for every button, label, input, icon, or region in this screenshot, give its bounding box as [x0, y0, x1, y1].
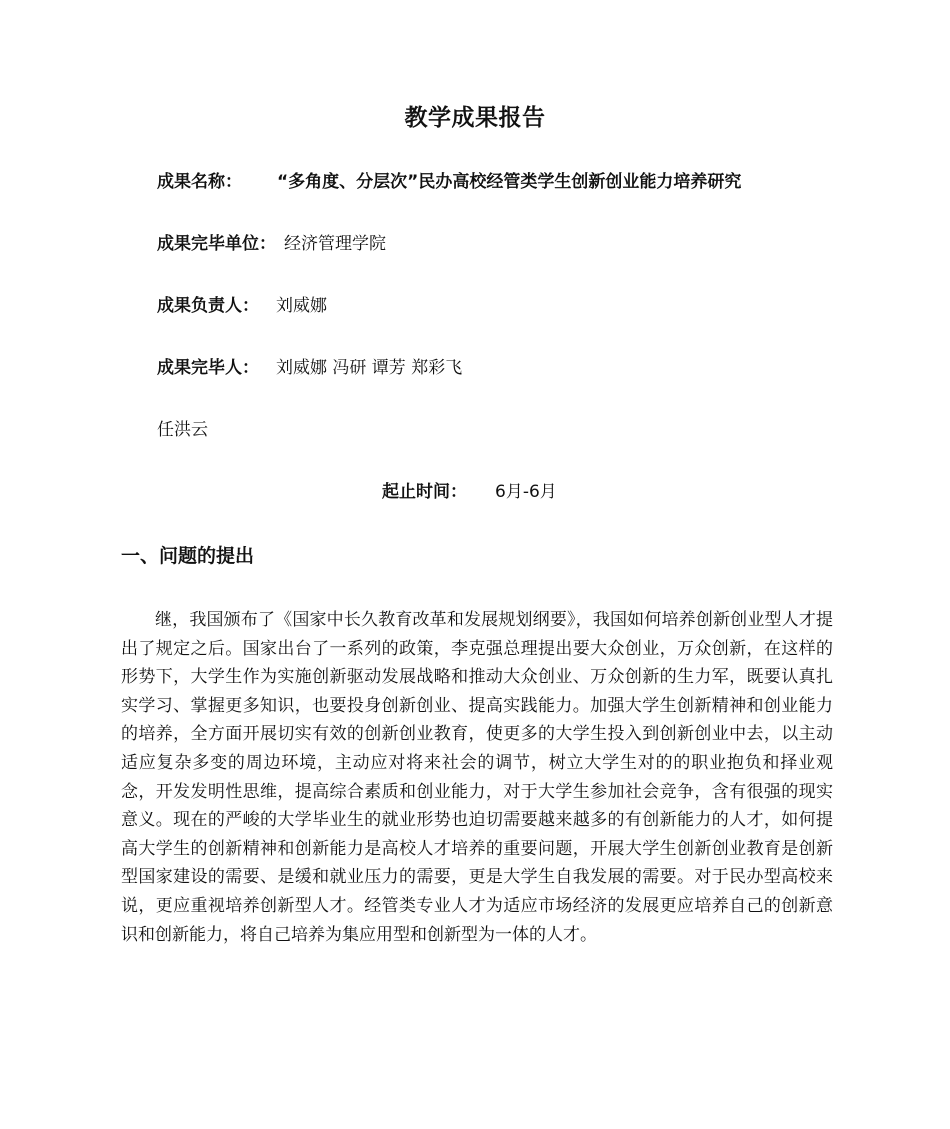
- period-field: [382, 480, 557, 504]
- completion-unit-label: 成果完毕单位：: [157, 234, 276, 254]
- achievement-name-field: [157, 170, 741, 194]
- body-paragraph: 继，我国颁布了《国家中长久教育改革和发展规划纲要》，我国如何培养创新创业型人才提出了规定之后。国家出台了一系列的政策，李克强总理提出要大众创业，万众创新，在这样的形势下，大学生作为实施创新驱动发展战略和推动大众创业、万众创新的生力军，既要认真扎实学习、掌握更多知识，也要投身创新创业、提高实践能力。加强大学生创新精神和创业能力的培养，全方面开展切实有效的创新创业教育，使更多的大学生投入到创新创业中去，以主动适应复杂多变的周边环境，主动应对将来社会的调节，树立大学生对的的职业抱负和择业观念，开发发明性思维，提高综合素质和创业能力，对于大学生参加社会竞争，含有很强的现实意义。现在的严峻的大学毕业生的就业形势也迫切需要越来越多的有创新能力的人才，如何提高大学生的创新精神和创新能力是高校人才培养的重要问题，开展大学生创新创业教育是创新型国家建设的需要、是缓和就业压力的需要，更是大学生自我发展的需要。对于民办型高校来说，更应重视培养创新型人才。经管类专业人才为适应市场经济的发展更应培养自己的创新意识和创新能力，将自己培养为集应用型和创新型为一体的人才。: [121, 610, 833, 945]
- document-title: 教学成果报告: [404, 105, 546, 131]
- completers-value: 刘威娜 冯研 谭芳 郑彩飞: [276, 358, 463, 378]
- completion-unit-field: [157, 232, 386, 256]
- section-heading: 一、问题的提出: [121, 545, 255, 567]
- achievement-name-label: 成果名称：: [157, 172, 242, 192]
- completers-field: [157, 356, 462, 380]
- lead-person-value: 刘威娜: [276, 296, 327, 316]
- period-label: 起止时间：: [382, 482, 467, 502]
- achievement-name-value: “多角度、分层次”民办高校经管类学生创新创业能力培养研究: [277, 172, 742, 192]
- lead-person-field: [157, 294, 327, 318]
- period-value: 6月-6月: [495, 482, 557, 502]
- completers-label: 成果完毕人：: [157, 358, 259, 378]
- completion-unit-value: 经济管理学院: [284, 234, 386, 254]
- lead-person-label: 成果负责人：: [157, 296, 259, 316]
- completers-continuation: 任洪云: [157, 420, 208, 440]
